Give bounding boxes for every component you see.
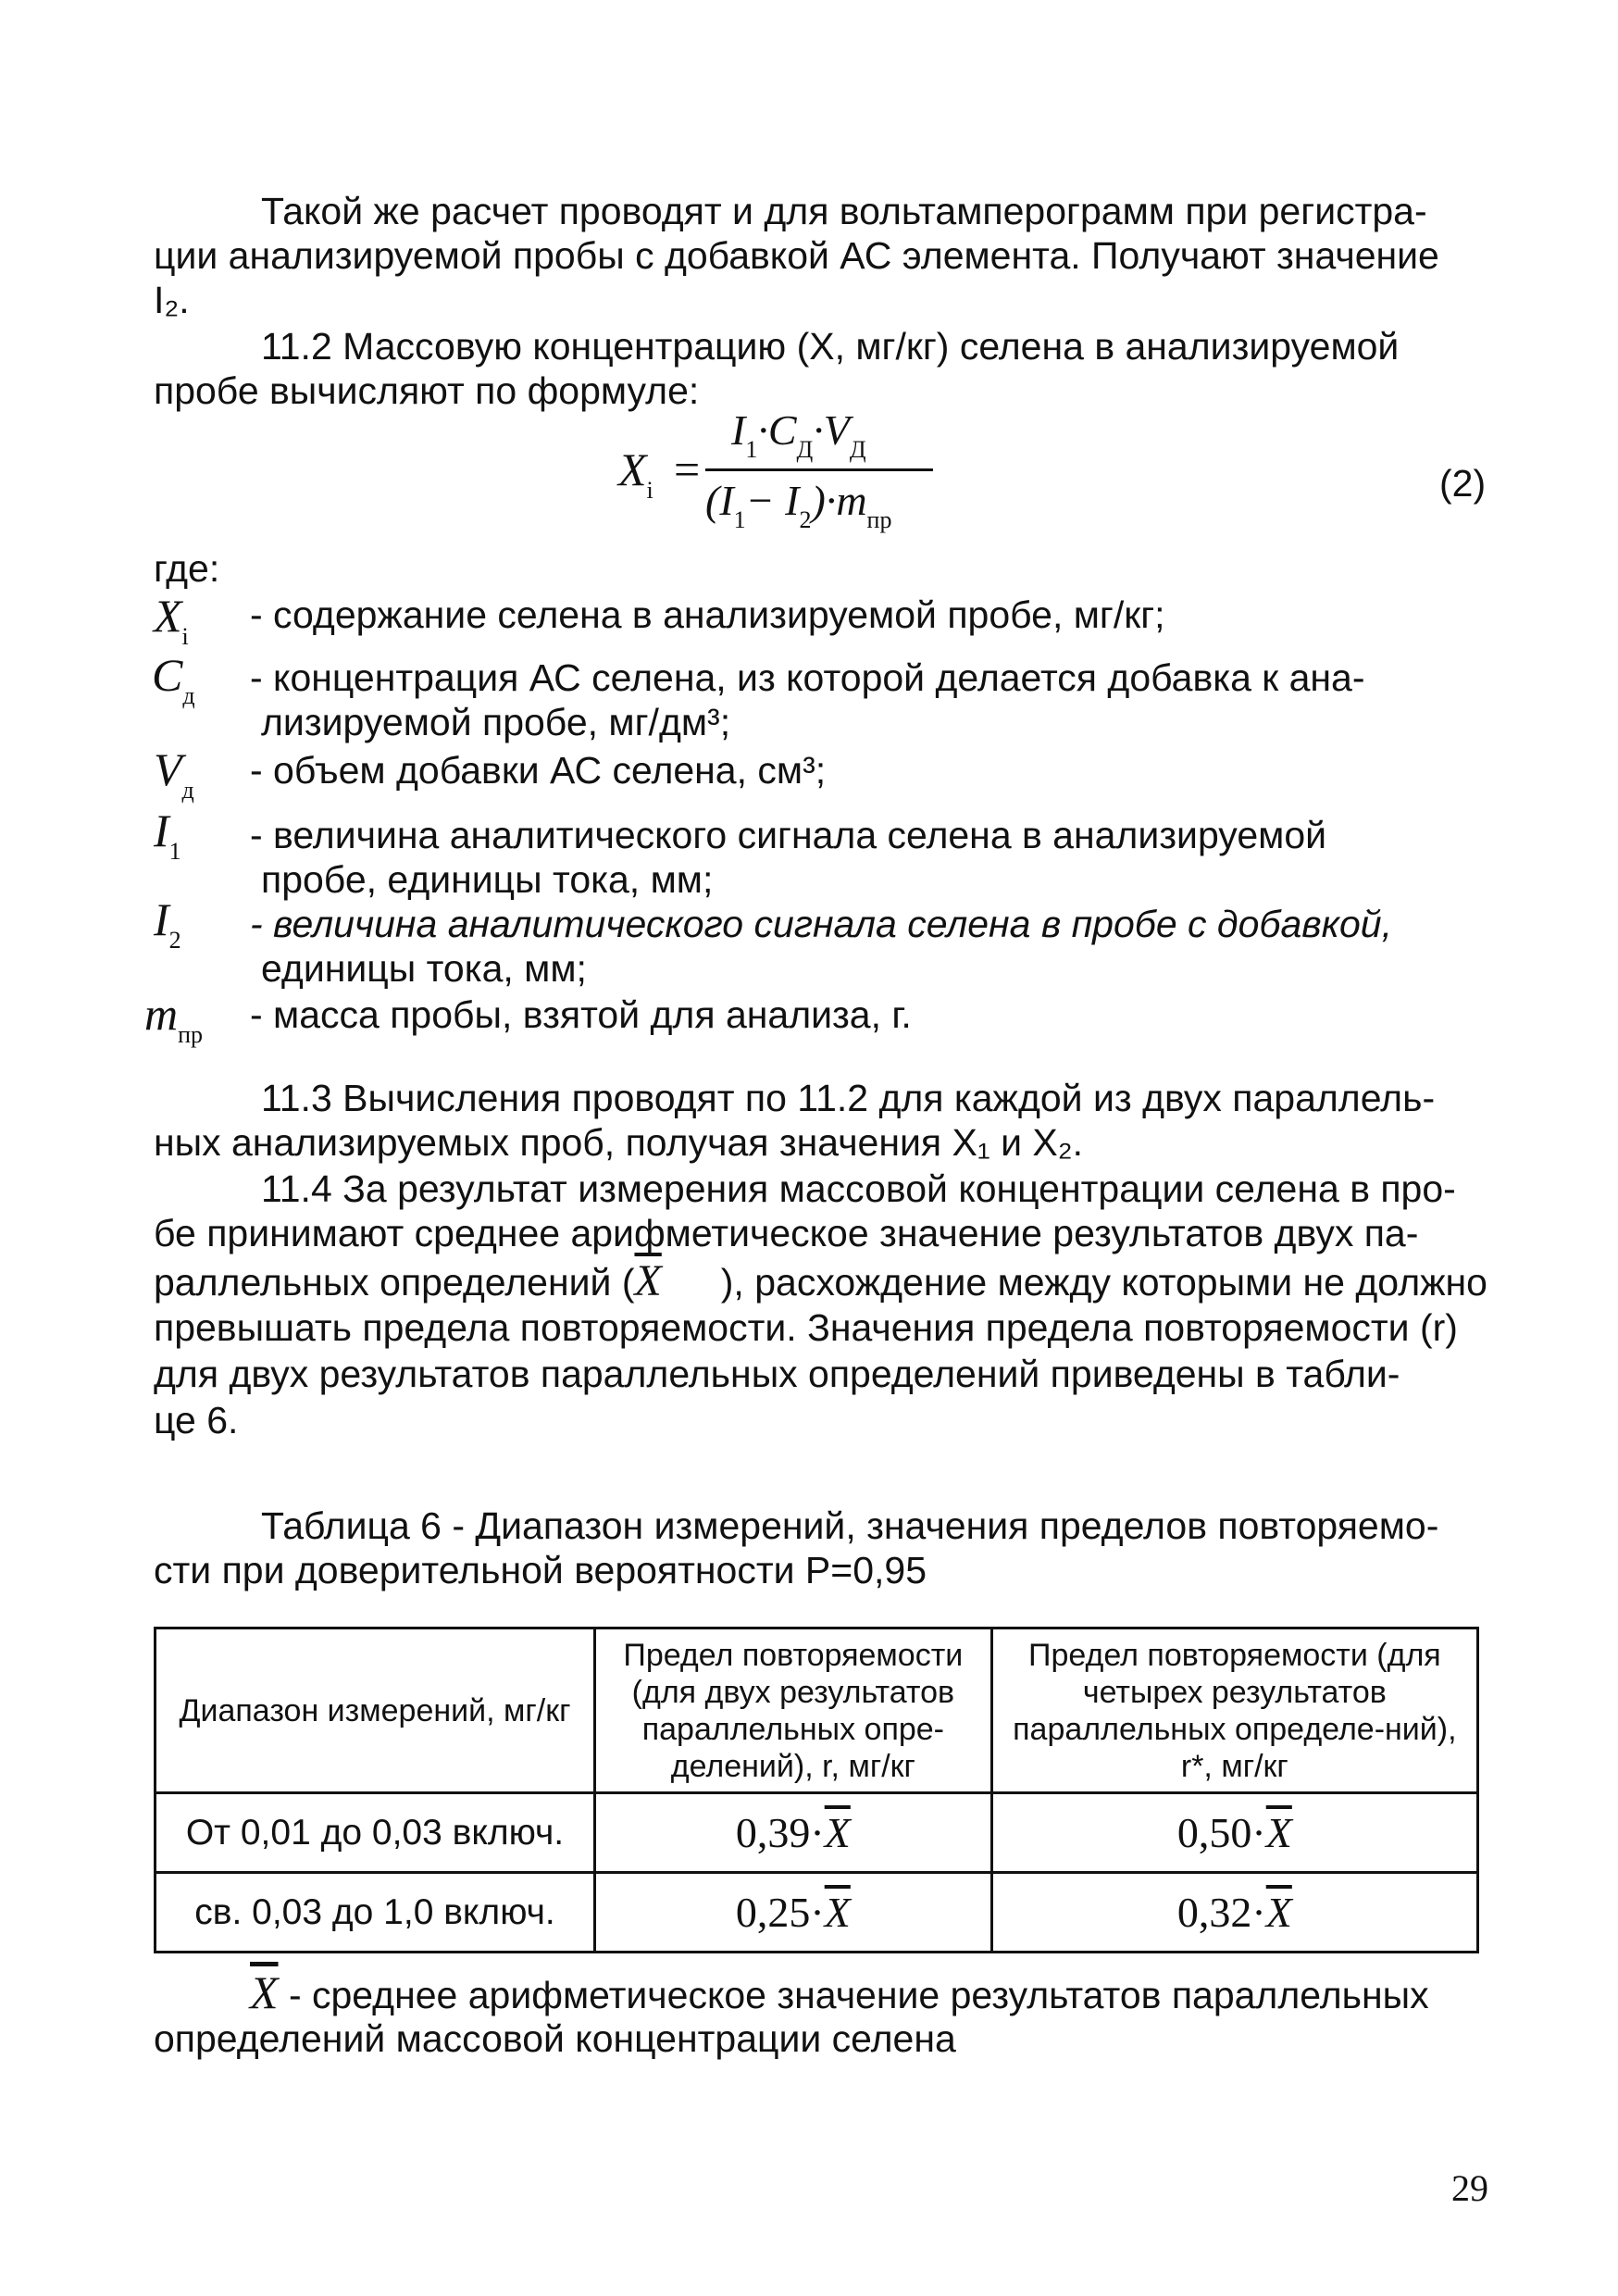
section-11-2-line-1: 11.2 Массовую концентрацию (X, мг/кг) селена в анализируемой — [261, 325, 1400, 368]
section-11-4-line-6: це 6. — [154, 1399, 239, 1441]
table-cell-r-star: $0,32\cdot\overline{X}$ — [991, 1873, 1477, 1953]
legend-symbol: $C_д$ — [152, 649, 195, 709]
legend-text: - концентрация АС селена, из которой делается добавка к ана- — [250, 656, 1365, 699]
table-6 — [154, 1627, 1479, 1953]
section-11-2-line-2: пробе вычисляют по формуле: — [154, 369, 700, 412]
legend-symbol: $V_д$ — [154, 743, 194, 804]
legend-symbol: $m_{пр}$ — [144, 988, 204, 1048]
table-header-r-star: Предел повторяемости (для четырех результатов параллельных определе-ний), r*, мг/кг — [991, 1628, 1477, 1793]
legend-text: - содержание селена в анализируемой пробе, мг/кг; — [250, 593, 1165, 636]
xbar-symbol: $\overline{X}$ — [634, 1256, 662, 1305]
table-cell-range: От 0,01 до 0,03 включ. — [156, 1793, 595, 1873]
table-header-range: Диапазон измерений, мг/кг — [156, 1628, 595, 1793]
formula-number: (2) — [1439, 462, 1487, 505]
legend-symbol: $I_2$ — [154, 893, 181, 954]
formula-denominator: $(I_1- I_2)\cdot m_{пр}$ — [705, 477, 892, 533]
legend-text: лизируемой пробе, мг/дм³; — [261, 701, 731, 743]
table-row — [156, 1793, 1478, 1873]
formula-numerator: $I_1\cdot C_Д\cdot V_Д$ — [731, 406, 866, 463]
xbar-symbol: $\overline{X}$ — [250, 1966, 279, 2018]
table-caption-line-1: Таблица 6 - Диапазон измерений, значения пределов повторяемо- — [261, 1504, 1439, 1547]
table-cell-r: $0,39\cdot\overline{X}$ — [595, 1793, 992, 1873]
formula-lhs: $X_i$ — [618, 443, 653, 504]
table-header-row — [156, 1628, 1478, 1793]
page-number: 29 — [1451, 2167, 1488, 2209]
section-11-4-line-5: для двух результатов параллельных определений приведены в табли- — [154, 1353, 1400, 1395]
where-label: где: — [154, 547, 220, 590]
legend-text: пробе, единицы тока, мм; — [261, 858, 714, 901]
intro-line-2: ции анализируемой пробы с добавкой АС элемента. Получают значение — [154, 234, 1439, 277]
table-row — [156, 1873, 1478, 1953]
legend-symbol: $X_i$ — [154, 590, 189, 650]
section-11-4-line-1: 11.4 За результат измерения массовой концентрации селена в про- — [261, 1167, 1456, 1210]
formula-fraction-bar — [705, 468, 933, 471]
table-header-r: Предел повторяемости (для двух результатов параллельных опре-делений), r, мг/кг — [595, 1628, 992, 1793]
intro-line-1: Такой же расчет проводят и для вольтамперограмм при регистра- — [261, 190, 1427, 232]
table-cell-r-star: $0,50\cdot\overline{X}$ — [991, 1793, 1477, 1873]
legend-text: - объем добавки АС селена, см³; — [250, 749, 827, 792]
table-cell-range: св. 0,03 до 1,0 включ. — [156, 1873, 595, 1953]
legend-symbol: $I_1$ — [154, 805, 181, 865]
section-11-4-line-3: раллельных определений ($\overline{X}$ ), расхождение между которыми не должно — [154, 1256, 1487, 1305]
footnote-line-1: $\overline{X}$ - среднее арифметическое значение результатов параллельных — [250, 1966, 1429, 2018]
section-11-3-line-2: ных анализируемых проб, получая значения X₁ и X₂. — [154, 1121, 1084, 1164]
table-caption-line-2: сти при доверительной вероятности P=0,95 — [154, 1549, 927, 1591]
legend-text: единицы тока, мм; — [261, 947, 587, 990]
legend-text: - масса пробы, взятой для анализа, г. — [250, 993, 912, 1036]
legend-text: - величина аналитического сигнала селена в анализируемой — [250, 814, 1327, 856]
section-11-3-line-1: 11.3 Вычисления проводят по 11.2 для каждой из двух параллель- — [261, 1077, 1436, 1119]
intro-line-3: I₂. — [154, 279, 190, 321]
legend-text: - величина аналитического сигнала селена в пробе с добавкой, — [250, 903, 1393, 945]
table-cell-r: $0,25\cdot\overline{X}$ — [595, 1873, 992, 1953]
footnote-line-2: определений массовой концентрации селена — [154, 2017, 956, 2060]
section-11-4-line-4: превышать предела повторяемости. Значения предела повторяемости (r) — [154, 1306, 1458, 1349]
section-11-4-line-2: бе принимают среднее арифметическое значение результатов двух па- — [154, 1212, 1419, 1254]
formula-equals: = — [674, 443, 701, 495]
